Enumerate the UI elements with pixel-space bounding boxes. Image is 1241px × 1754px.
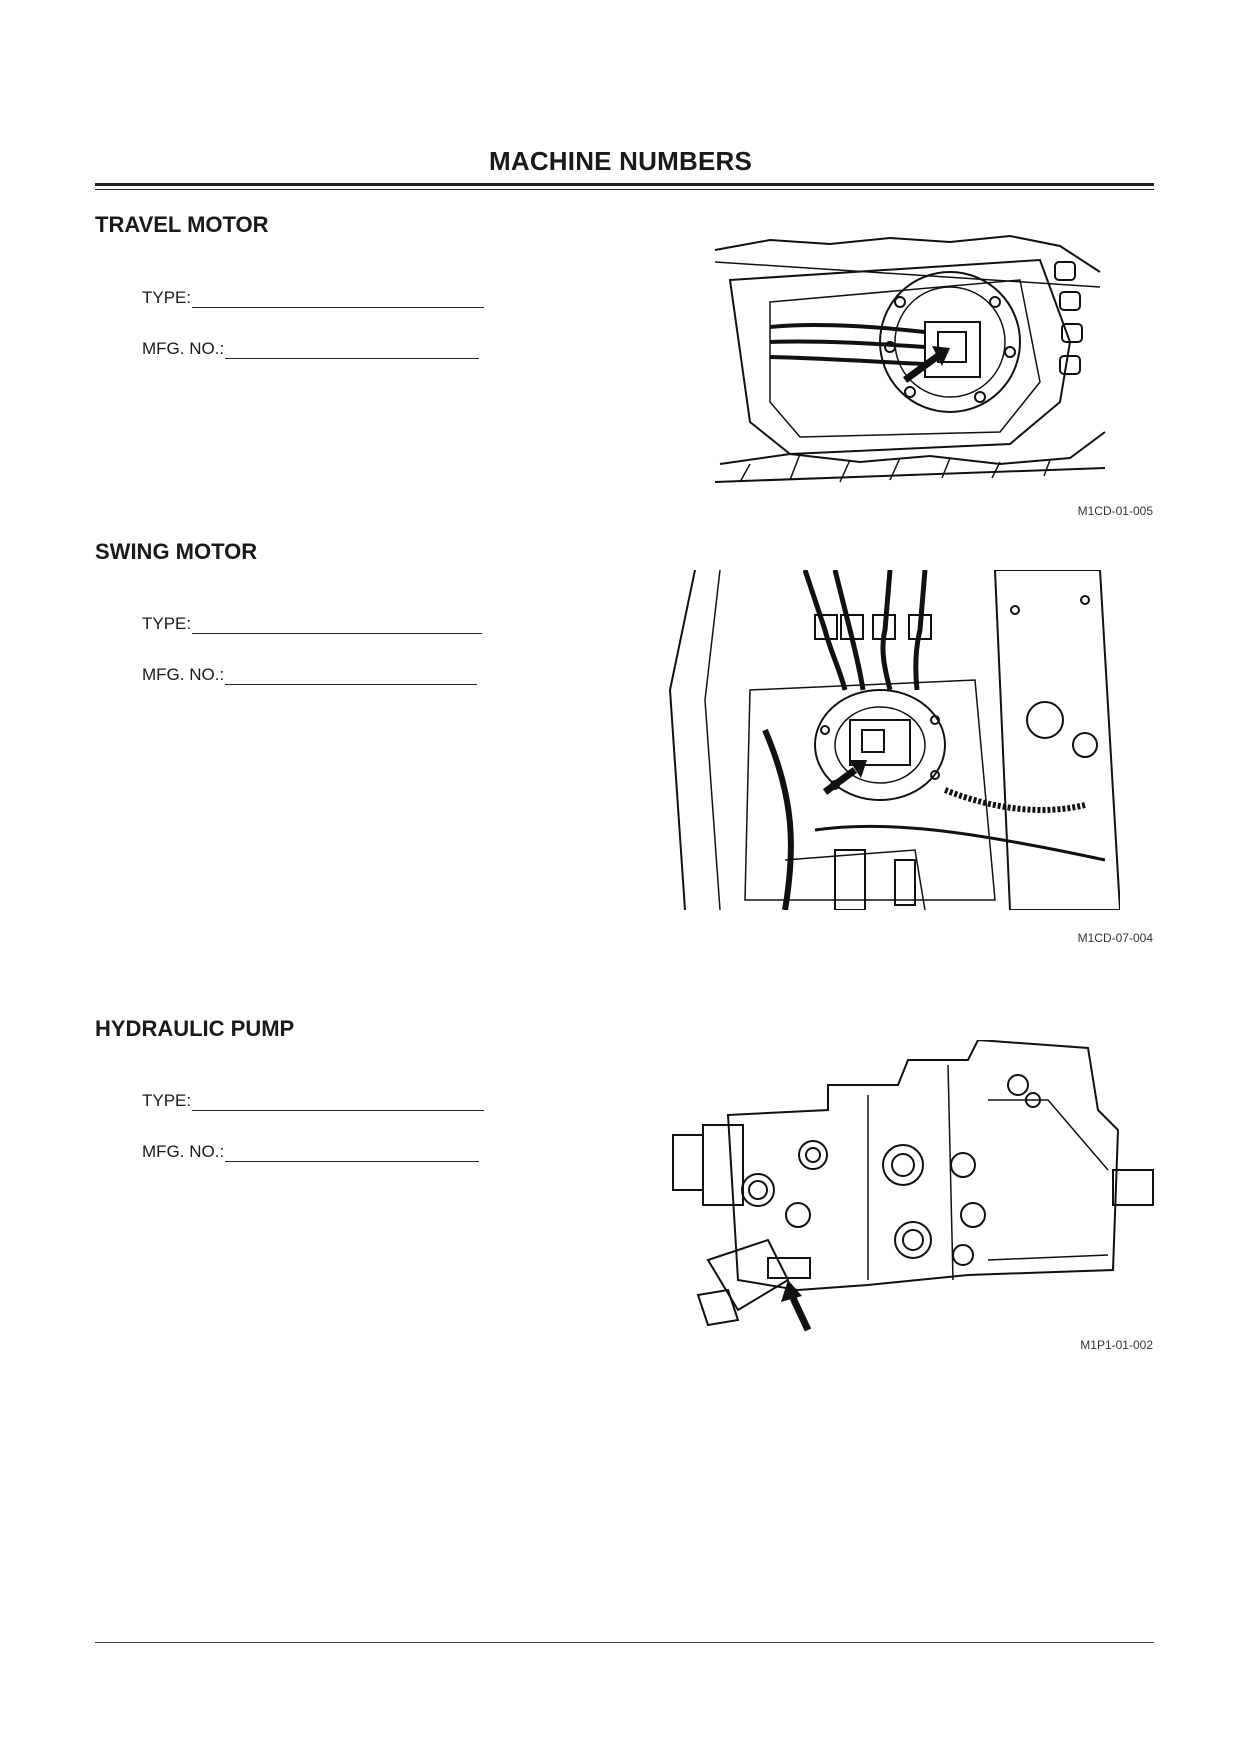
swing-motor-illustration xyxy=(665,570,1120,910)
hydraulic-pump-heading: HYDRAULIC PUMP xyxy=(95,1016,295,1041)
swing-motor-type-field[interactable] xyxy=(142,614,482,634)
mfg-no-label: MFG. NO.: xyxy=(142,665,225,684)
travel-motor-type-field[interactable] xyxy=(142,288,484,308)
title-rule-thin xyxy=(95,189,1154,190)
type-blank-line[interactable] xyxy=(192,289,484,308)
hydraulic-pump-figure-code: M1P1-01-002 xyxy=(1080,1338,1153,1352)
travel-motor-heading: TRAVEL MOTOR xyxy=(95,212,269,237)
type-label: TYPE: xyxy=(142,614,192,633)
page-title: MACHINE NUMBERS xyxy=(489,146,752,176)
type-label: TYPE: xyxy=(142,288,192,307)
mfg-no-label: MFG. NO.: xyxy=(142,1142,225,1161)
type-blank-line[interactable] xyxy=(192,1092,484,1111)
hydraulic-pump-illustration xyxy=(668,1040,1158,1340)
mfg-no-blank-line[interactable] xyxy=(225,666,477,685)
mfg-no-label: MFG. NO.: xyxy=(142,339,225,358)
travel-motor-mfg-field[interactable] xyxy=(142,339,479,359)
swing-motor-mfg-field[interactable] xyxy=(142,665,477,685)
hydraulic-pump-type-field[interactable] xyxy=(142,1091,484,1111)
title-rule-thick xyxy=(95,183,1154,186)
type-label: TYPE: xyxy=(142,1091,192,1110)
type-blank-line[interactable] xyxy=(192,615,482,634)
swing-motor-heading: SWING MOTOR xyxy=(95,539,258,564)
hydraulic-pump-mfg-field[interactable] xyxy=(142,1142,479,1162)
mfg-no-blank-line[interactable] xyxy=(225,340,479,359)
travel-motor-illustration xyxy=(710,232,1110,494)
swing-motor-figure-code: M1CD-07-004 xyxy=(1077,931,1153,945)
mfg-no-blank-line[interactable] xyxy=(225,1143,479,1162)
footer-rule xyxy=(95,1642,1154,1643)
travel-motor-figure-code: M1CD-01-005 xyxy=(1077,504,1153,518)
